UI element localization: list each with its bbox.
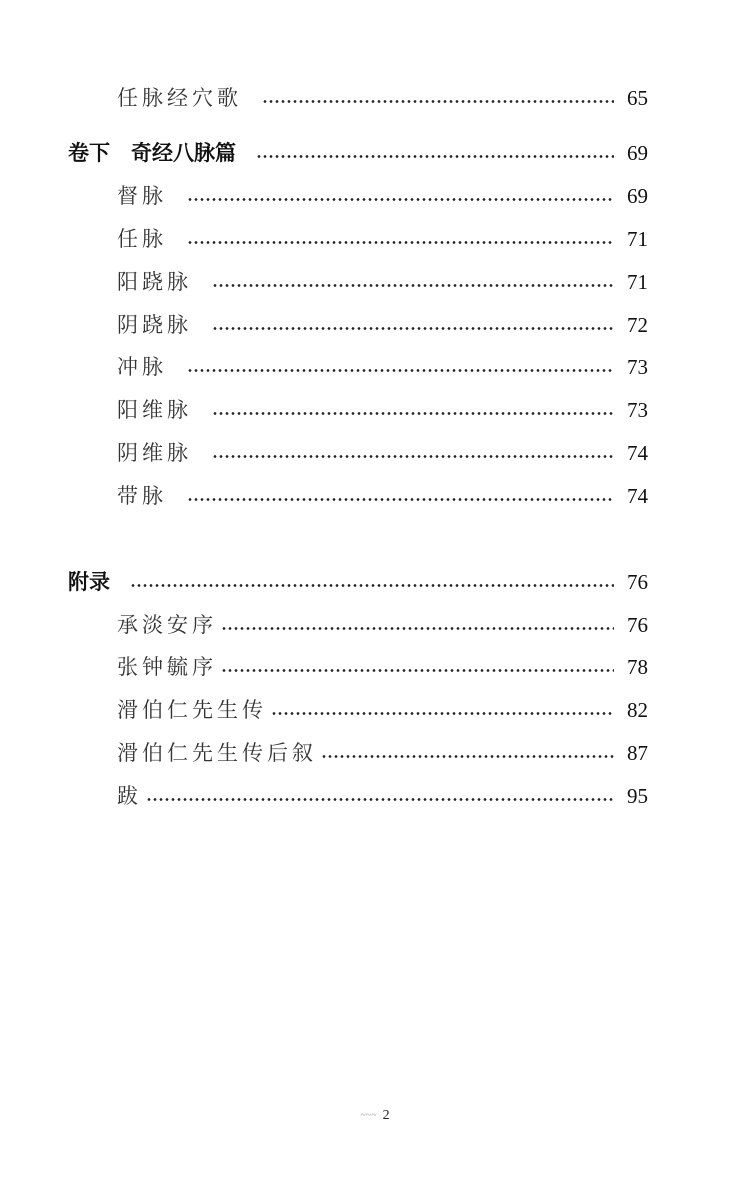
toc-row [117, 438, 648, 468]
toc-title: 滑伯仁先生传 [117, 698, 267, 722]
toc-section-row [68, 567, 648, 597]
toc-title: 承淡安序 [117, 613, 217, 637]
dot-leader [212, 284, 614, 287]
dot-leader [187, 369, 614, 372]
toc-page: 69 [627, 141, 648, 165]
dot-leader [130, 584, 614, 587]
toc-row [117, 695, 648, 725]
page-number: 2 [382, 1108, 390, 1123]
toc-title: 任脉经穴歌 [117, 86, 242, 110]
toc-page: 78 [627, 655, 648, 679]
toc-title: 任脉 [117, 227, 167, 251]
toc-row [117, 352, 648, 382]
toc-row [117, 481, 648, 511]
toc-page: 73 [627, 355, 648, 379]
toc-page: 74 [627, 484, 648, 508]
toc-title: 阳维脉 [117, 398, 192, 422]
toc-row [117, 310, 648, 340]
toc-page: 76 [627, 613, 648, 637]
toc-chapter-row [68, 138, 648, 168]
dot-leader [146, 798, 614, 801]
toc-page: 65 [627, 86, 648, 110]
dot-leader [256, 155, 614, 158]
toc-row [117, 652, 648, 682]
toc-title: 阴维脉 [117, 441, 192, 465]
dot-leader [321, 755, 614, 758]
toc-title: 附录 [68, 570, 110, 594]
toc-page: 74 [627, 441, 648, 465]
toc-title: 冲脉 [117, 355, 167, 379]
dot-leader [212, 455, 614, 458]
toc-title: 滑伯仁先生传后叙 [117, 741, 317, 765]
toc-row [117, 395, 648, 425]
toc-row [117, 610, 648, 640]
toc-page: 72 [627, 313, 648, 337]
toc-title: 督脉 [117, 184, 167, 208]
toc-title: 张钟毓序 [117, 655, 217, 679]
dot-leader [262, 100, 614, 103]
dot-leader [187, 198, 614, 201]
toc-row [117, 267, 648, 297]
ornament-icon: ~~~ [360, 1110, 377, 1122]
dot-leader [271, 712, 614, 715]
toc-page: 82 [627, 698, 648, 722]
toc-row [117, 181, 648, 211]
toc-page: 71 [627, 270, 648, 294]
toc-page: 95 [627, 784, 648, 808]
toc-page: 73 [627, 398, 648, 422]
dot-leader [187, 241, 614, 244]
toc-row [117, 781, 648, 811]
toc-title: 跋 [117, 784, 142, 808]
toc-row [117, 224, 648, 254]
toc-title: 带脉 [117, 484, 167, 508]
toc-page: 87 [627, 741, 648, 765]
toc-page: 71 [627, 227, 648, 251]
toc-title: 卷下 奇经八脉篇 [68, 141, 236, 165]
dot-leader [212, 412, 614, 415]
toc-row [117, 83, 648, 113]
toc-title: 阳跷脉 [117, 270, 192, 294]
toc-page: 69 [627, 184, 648, 208]
toc-row [117, 738, 648, 768]
page-footer [0, 1108, 750, 1124]
dot-leader [187, 498, 614, 501]
dot-leader [221, 627, 614, 630]
dot-leader [212, 327, 614, 330]
dot-leader [221, 669, 614, 672]
toc-title: 阴跷脉 [117, 313, 192, 337]
toc-page: 76 [627, 570, 648, 594]
